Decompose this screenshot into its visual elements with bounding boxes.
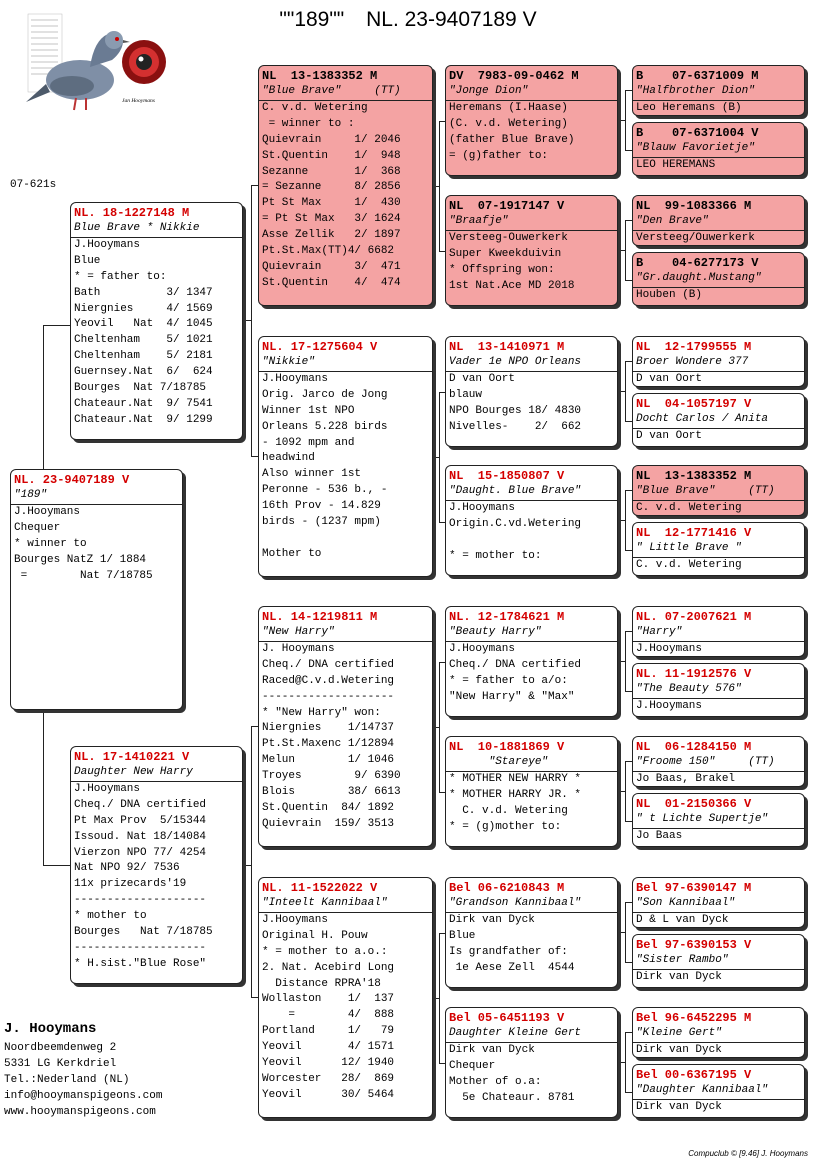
pigeon-name: Broer Wondere 377 xyxy=(633,355,804,372)
info-line: Asse Zellik 2/ 1897 xyxy=(262,229,401,242)
info-line: -------------------- xyxy=(74,894,207,907)
connector-line xyxy=(625,631,626,691)
pedigree-card-g6[interactable] xyxy=(632,393,805,447)
connector-line xyxy=(625,761,632,762)
ring-number: NL 12-1799555 M xyxy=(636,340,752,354)
connector-line xyxy=(625,631,632,632)
info-line: Winner 1st NPO xyxy=(262,404,355,417)
connector-line xyxy=(625,902,626,962)
pigeon-name: Daughter New Harry xyxy=(71,765,242,782)
pigeon-name: "Grandson Kannibaal" xyxy=(446,896,617,913)
info-line: Cheq./ DNA certified xyxy=(74,798,207,811)
ring-number: NL 06-1284150 M xyxy=(636,740,752,754)
info-line: Super Kweekduivin xyxy=(449,247,562,260)
connector-line xyxy=(625,361,626,421)
connector-line xyxy=(625,550,632,551)
pigeon-name: "Jonge Dion" xyxy=(446,84,617,101)
pedigree-card-g14[interactable] xyxy=(632,934,805,988)
info-line: Bath 3/ 1347 xyxy=(74,286,213,299)
owner-phone: Tel.:Nederland (NL) xyxy=(4,1074,130,1086)
connector-line xyxy=(618,520,625,521)
connector-line xyxy=(618,120,625,121)
info-line: Mother of o.a: xyxy=(449,1075,542,1088)
connector-line xyxy=(625,490,632,491)
info-line: Orig. Jarco de Jong xyxy=(262,388,388,401)
info-line: * = father to a/o: xyxy=(449,674,568,687)
pigeon-name: "Blue Brave" (TT) xyxy=(259,84,432,101)
logo-caption: Jan Hooymans xyxy=(122,98,155,104)
info-line: * = mother to: xyxy=(449,549,542,562)
connector-line xyxy=(625,821,632,822)
pedigree-card-dsd[interactable] xyxy=(445,736,618,847)
info-line: Portland 1/ 79 xyxy=(262,1025,395,1038)
info-line: Troyes 9/ 6390 xyxy=(262,770,401,783)
ring-number: Bel 05-6451193 V xyxy=(449,1011,565,1025)
info-line: * H.sist."Blue Rose" xyxy=(74,957,207,970)
info-line: Yeovil 4/ 1571 xyxy=(262,1041,395,1054)
pigeon-name: "Son Kannibaal" xyxy=(633,896,804,913)
connector-line xyxy=(618,661,625,662)
ring-number: Bel 96-6452295 M xyxy=(636,1011,752,1025)
info-line: - 1092 mpm and xyxy=(262,436,355,449)
info-line: * = (g)mother to: xyxy=(449,820,562,833)
connector-line xyxy=(439,933,440,1063)
info-line: Pt.St.Maxenc 1/12894 xyxy=(262,738,395,751)
info-line: -------------------- xyxy=(262,690,395,703)
info-line: Original H. Pouw xyxy=(262,929,368,942)
info-line: Versteeg-Ouwerkerk xyxy=(449,231,568,244)
info-line: Chequer xyxy=(14,521,61,534)
pedigree-card-ddd[interactable] xyxy=(445,1007,618,1118)
connector-line xyxy=(433,727,439,728)
pigeon-name: "189" xyxy=(11,488,182,505)
info-line: 16th Prov - 14.829 xyxy=(262,500,381,513)
pedigree-card-dss[interactable] xyxy=(445,606,618,717)
connector-line xyxy=(251,456,258,457)
pigeon-name: "Stareye" xyxy=(446,755,617,772)
ring-number: NL 15-1850807 V xyxy=(449,469,565,483)
ring-number: NL. 12-1784621 M xyxy=(449,610,565,624)
info-line: * = father to: xyxy=(74,270,167,283)
info-line: D van Oort xyxy=(449,372,516,385)
pigeon-name: "Gr.daught.Mustang" xyxy=(633,271,804,288)
ring-number: NL. 11-1912576 V xyxy=(636,667,752,681)
info-line: D van Oort xyxy=(636,429,703,442)
connector-line xyxy=(618,791,625,792)
info-line: Versteeg/Ouwerkerk xyxy=(636,231,755,244)
info-line: J.Hooymans xyxy=(262,372,329,385)
connector-line xyxy=(625,962,632,963)
connector-line xyxy=(251,997,258,998)
info-line: = 4/ 888 xyxy=(262,1009,395,1022)
info-line: Sezanne 1/ 368 xyxy=(262,165,401,178)
pedigree-card-g9[interactable] xyxy=(632,606,805,657)
info-line: Melun 1/ 1046 xyxy=(262,754,395,767)
pigeon-name: "Halfbrother Dion" xyxy=(633,84,804,101)
pigeon-name: "New Harry" xyxy=(259,625,432,642)
info-line: = Pt St Max 3/ 1624 xyxy=(262,213,401,226)
ring-number: NL. 17-1275604 V xyxy=(262,340,378,354)
info-line: Bourges Nat 7/18785 xyxy=(74,926,213,939)
info-line: C. v.d. Wetering xyxy=(636,501,742,514)
info-line: Pt Max Prov 5/15344 xyxy=(74,814,207,827)
pigeon-name: " t Lichte Supertje" xyxy=(633,812,804,829)
pigeon-name: "The Beauty 576" xyxy=(633,682,804,699)
info-line: LEO HEREMANS xyxy=(636,158,716,171)
info-line: Niergnies 1/14737 xyxy=(262,722,395,735)
info-line: St.Quentin 4/ 474 xyxy=(262,276,401,289)
connector-line xyxy=(625,691,632,692)
info-line: Orleans 5.228 birds xyxy=(262,420,388,433)
pedigree-card-sds[interactable] xyxy=(445,336,618,447)
connector-line xyxy=(243,320,251,321)
info-line: Heremans (I.Haase) xyxy=(449,101,568,114)
info-line: St.Quentin 84/ 1892 xyxy=(262,801,395,814)
pedigree-card-ssd[interactable] xyxy=(445,195,618,306)
pedigree-card-g11[interactable] xyxy=(632,736,805,787)
ring-number: NL. 17-1410221 V xyxy=(74,750,190,764)
ring-number: B 07-6371009 M xyxy=(636,69,759,83)
info-line: Houben (B) xyxy=(636,288,703,301)
info-line: J.Hooymans xyxy=(636,699,703,712)
info-line: headwind xyxy=(262,452,315,465)
info-line: J.Hooymans xyxy=(449,501,516,514)
info-line: Cheq./ DNA certified xyxy=(449,658,582,671)
info-line: C. v.d. Wetering xyxy=(262,101,368,114)
connector-line xyxy=(251,185,258,186)
connector-line xyxy=(625,761,626,821)
info-line: Cheltenham 5/ 2181 xyxy=(74,350,213,363)
info-line: J.Hooymans xyxy=(14,505,81,518)
pedigree-card-sss[interactable] xyxy=(445,65,618,176)
ring-number: NL 13-1383352 M xyxy=(262,69,378,83)
info-line: C. v.d. Wetering xyxy=(449,804,568,817)
pedigree-card-sdd[interactable] xyxy=(445,465,618,576)
pedigree-card-g5[interactable] xyxy=(632,336,805,387)
connector-line xyxy=(625,90,626,150)
connector-line xyxy=(618,1062,625,1063)
connector-line xyxy=(433,457,439,458)
info-line: Issoud. Nat 18/14084 xyxy=(74,830,207,843)
code-label: 07-621s xyxy=(10,179,57,191)
info-line: Distance RPRA'18 xyxy=(262,977,381,990)
pedigree-card-sire[interactable] xyxy=(70,202,243,440)
info-line: (father Blue Brave) xyxy=(449,133,575,146)
info-line: J.Hooymans xyxy=(262,913,329,926)
info-line: 1st Nat.Ace MD 2018 xyxy=(449,279,575,292)
ring-number: NL 01-2150366 V xyxy=(636,797,752,811)
connector-line xyxy=(625,421,632,422)
info-line: birds - (1237 mpm) xyxy=(262,516,381,529)
info-line: Guernsey.Nat 6/ 624 xyxy=(74,366,213,379)
ring-number: Bel 06-6210843 M xyxy=(449,881,565,895)
info-line: 5e Chateaur. 8781 xyxy=(449,1091,575,1104)
info-line: -------------------- xyxy=(74,941,207,954)
pigeon-name: Docht Carlos / Anita xyxy=(633,412,804,429)
info-line: Jo Baas, Brakel xyxy=(636,772,736,785)
pigeon-logo-icon xyxy=(20,12,170,120)
info-line: 11x prizecards'19 xyxy=(74,878,187,891)
info-line: J.Hooymans xyxy=(636,642,703,655)
ring-number: NL 99-1083366 M xyxy=(636,199,752,213)
pedigree-card-g16[interactable] xyxy=(632,1064,805,1118)
connector-line xyxy=(439,121,440,251)
info-line: Dirk van Dyck xyxy=(449,913,535,926)
connector-line xyxy=(625,90,632,91)
info-line xyxy=(449,533,614,549)
pedigree-card-ds[interactable] xyxy=(258,606,433,847)
connector-line xyxy=(43,710,44,865)
info-line: = winner to : xyxy=(262,117,355,130)
owner-name: J. Hooymans xyxy=(4,1021,97,1037)
pedigree-card-g1[interactable] xyxy=(632,65,805,116)
pigeon-name: "Nikkie" xyxy=(259,355,432,372)
info-line: * Offspring won: xyxy=(449,263,555,276)
info-line: J.Hooymans xyxy=(449,642,516,655)
info-line: Nat NPO 92/ 7536 xyxy=(74,862,180,875)
pedigree-card-g3[interactable] xyxy=(632,195,805,246)
pedigree-card-g2[interactable] xyxy=(632,122,805,176)
info-line: Cheq./ DNA certified xyxy=(262,658,395,671)
info-line: Yeovil 12/ 1940 xyxy=(262,1057,395,1070)
info-line: Is grandfather of: xyxy=(449,945,568,958)
info-line: Mother to xyxy=(262,547,322,560)
connector-line xyxy=(625,490,626,550)
ring-number: Bel 97-6390153 V xyxy=(636,938,752,952)
ring-number: NL 04-1057197 V xyxy=(636,397,752,411)
pigeon-name: "Beauty Harry" xyxy=(446,625,617,642)
ring-number: NL. 14-1219811 M xyxy=(262,610,378,624)
info-line: Yeovil Nat 4/ 1045 xyxy=(74,318,213,331)
info-line: Bourges Nat 7/18785 xyxy=(74,382,207,395)
info-line: Dirk van Dyck xyxy=(636,970,722,983)
info-line: Dirk van Dyck xyxy=(636,1100,722,1113)
owner-info xyxy=(4,1018,162,1120)
connector-line xyxy=(625,1092,632,1093)
pedigree-card-g8[interactable] xyxy=(632,522,805,576)
info-line: blauw xyxy=(449,388,483,401)
pedigree-card-g4[interactable] xyxy=(632,252,805,306)
pedigree-card-main[interactable] xyxy=(10,469,183,710)
info-line: Chateaur.Nat 9/ 1299 xyxy=(74,413,213,426)
pedigree-card-dam[interactable] xyxy=(70,746,243,984)
owner-website[interactable]: www.hooymanspigeons.com xyxy=(4,1106,156,1118)
pigeon-name: "Blue Brave" (TT) xyxy=(633,484,804,501)
pedigree-card-g12[interactable] xyxy=(632,793,805,847)
connector-line xyxy=(625,1032,626,1092)
ring-number: NL. 11-1522022 V xyxy=(262,881,378,895)
connector-line xyxy=(433,186,439,187)
info-line: Cheltenham 5/ 1021 xyxy=(74,334,213,347)
pigeon-name: "Daughter Kannibaal" xyxy=(633,1083,804,1100)
ring-number: NL. 18-1227148 M xyxy=(74,206,190,220)
info-line: Bourges NatZ 1/ 1884 xyxy=(14,553,147,566)
pedigree-card-g15[interactable] xyxy=(632,1007,805,1058)
info-line: 1e Aese Zell 4544 xyxy=(449,961,575,974)
connector-line xyxy=(625,902,632,903)
info-line: = (g)father to: xyxy=(449,149,549,162)
info-line: Blois 38/ 6613 xyxy=(262,786,401,799)
pigeon-name: "Braafje" xyxy=(446,214,617,231)
connector-line xyxy=(625,220,626,280)
info-line: Quievrain 1/ 2046 xyxy=(262,133,401,146)
owner-postcode: 5331 LG Kerkdriel xyxy=(4,1058,117,1070)
info-line: Leo Heremans (B) xyxy=(636,101,742,114)
info-line: D & L van Dyck xyxy=(636,913,729,926)
ring-number: B 04-6277173 V xyxy=(636,256,759,270)
connector-line xyxy=(618,932,625,933)
ring-number: NL 10-1881869 V xyxy=(449,740,565,754)
info-line: Origin.C.vd.Wetering xyxy=(449,517,582,530)
pedigree-card-g13[interactable] xyxy=(632,877,805,928)
ring-number: NL. 07-2007621 M xyxy=(636,610,752,624)
info-line: Chateaur.Nat 9/ 7541 xyxy=(74,397,213,410)
info-line: Yeovil 30/ 5464 xyxy=(262,1088,395,1101)
info-line: * "New Harry" won: xyxy=(262,706,381,719)
connector-line xyxy=(618,250,625,251)
info-line: St.Quentin 1/ 948 xyxy=(262,149,401,162)
info-line: = Sezanne 8/ 2856 xyxy=(262,181,401,194)
info-line: Worcester 28/ 869 xyxy=(262,1072,395,1085)
connector-line xyxy=(625,1032,632,1033)
info-line: Wollaston 1/ 137 xyxy=(262,993,395,1006)
ring-number: NL 07-1917147 V xyxy=(449,199,565,213)
pigeon-name: "Daught. Blue Brave" xyxy=(446,484,617,501)
info-line: Nivelles- 2/ 662 xyxy=(449,420,582,433)
pigeon-name: "Sister Rambo" xyxy=(633,953,804,970)
pigeon-name: Vader 1e NPO Orleans xyxy=(446,355,617,372)
pedigree-card-g7[interactable] xyxy=(632,465,805,516)
pigeon-name: "Inteelt Kannibaal" xyxy=(259,896,432,913)
connector-line xyxy=(625,150,632,151)
info-line: Blue xyxy=(74,254,101,267)
pigeon-ring: NL. 23-9407189 V xyxy=(366,8,537,31)
info-line: (C. v.d. Wetering) xyxy=(449,117,568,130)
info-line: * winner to xyxy=(14,537,87,550)
info-line: Peronne - 536 b., - xyxy=(262,484,388,497)
pigeon-name: "Froome 150" (TT) xyxy=(633,755,804,772)
info-line: * = mother to a.o.: xyxy=(262,945,388,958)
pedigree-card-g10[interactable] xyxy=(632,663,805,717)
info-line: C. v.d. Wetering xyxy=(636,558,742,571)
pigeon-name: ""189"" xyxy=(279,8,345,31)
connector-line xyxy=(625,361,632,362)
info-line: Blue xyxy=(449,929,476,942)
info-line: 2. Nat. Acebird Long xyxy=(262,961,395,974)
info-line: Also winner 1st xyxy=(262,468,362,481)
connector-line xyxy=(625,220,632,221)
connector-line xyxy=(43,325,44,469)
info-line: Vierzon NPO 77/ 4254 xyxy=(74,846,207,859)
footer-credit: Compuclub © [9.46] J. Hooymans xyxy=(688,1149,808,1158)
info-line: * MOTHER HARRY JR. * xyxy=(449,788,582,801)
info-line: J. Hooymans xyxy=(262,642,335,655)
ring-number: B 07-6371004 V xyxy=(636,126,759,140)
info-line: Pt.St.Max(TT)4/ 6682 xyxy=(262,245,395,258)
ring-number: NL 12-1771416 V xyxy=(636,526,752,540)
ring-number: NL. 23-9407189 V xyxy=(14,473,130,487)
info-line: Niergnies 4/ 1569 xyxy=(74,302,213,315)
connector-line xyxy=(433,998,439,999)
info-line: Quievrain 3/ 471 xyxy=(262,260,401,273)
connector-line xyxy=(618,391,625,392)
info-line: Chequer xyxy=(449,1059,496,1072)
info-line: = Nat 7/18785 xyxy=(14,569,153,582)
connector-line xyxy=(439,392,440,522)
pedigree-card-dd[interactable] xyxy=(258,877,433,1118)
connector-line xyxy=(251,726,252,997)
pedigree-card-ss[interactable] xyxy=(258,65,433,306)
info-line: J.Hooymans xyxy=(74,782,141,795)
ring-number: NL 13-1410971 M xyxy=(449,340,565,354)
connector-line xyxy=(43,325,70,326)
info-line: * MOTHER NEW HARRY * xyxy=(449,772,582,785)
ring-number: Bel 97-6390147 M xyxy=(636,881,752,895)
info-line: J.Hooymans xyxy=(74,238,141,251)
info-line: Quievrain 159/ 3513 xyxy=(262,817,395,830)
owner-address: Noordbeemdenweg 2 xyxy=(4,1042,117,1054)
pedigree-card-dds[interactable] xyxy=(445,877,618,988)
connector-line xyxy=(43,865,70,866)
connector-line xyxy=(625,280,632,281)
info-line: "New Harry" & "Max" xyxy=(449,690,575,703)
info-line: Jo Baas xyxy=(636,829,683,842)
ring-number: NL 13-1383352 M xyxy=(636,469,752,483)
connector-line xyxy=(243,865,251,866)
pedigree-card-sd[interactable] xyxy=(258,336,433,577)
connector-line xyxy=(251,185,252,456)
pigeon-name: Blue Brave * Nikkie xyxy=(71,221,242,238)
info-line: Dirk van Dyck xyxy=(449,1043,535,1056)
info-line xyxy=(262,531,429,547)
info-line: Raced@C.v.d.Wetering xyxy=(262,674,395,687)
pigeon-name: "Kleine Gert" xyxy=(633,1026,804,1043)
ring-number: DV 7983-09-0462 M xyxy=(449,69,579,83)
info-line: NPO Bourges 18/ 4830 xyxy=(449,404,582,417)
info-line: Dirk van Dyck xyxy=(636,1043,722,1056)
pigeon-name: "Harry" xyxy=(633,625,804,642)
pigeon-name: " Little Brave " xyxy=(633,541,804,558)
info-line: D van Oort xyxy=(636,372,703,385)
ring-number: Bel 00-6367195 V xyxy=(636,1068,752,1082)
connector-line xyxy=(439,662,440,792)
owner-email[interactable]: info@hooymanspigeons.com xyxy=(4,1090,163,1102)
pigeon-name: "Blauw Favorietje" xyxy=(633,141,804,158)
pigeon-name: "Den Brave" xyxy=(633,214,804,231)
info-line: * mother to xyxy=(74,910,147,923)
pigeon-name: Daughter Kleine Gert xyxy=(446,1026,617,1043)
info-line: Pt St Max 1/ 430 xyxy=(262,197,401,210)
connector-line xyxy=(251,726,258,727)
